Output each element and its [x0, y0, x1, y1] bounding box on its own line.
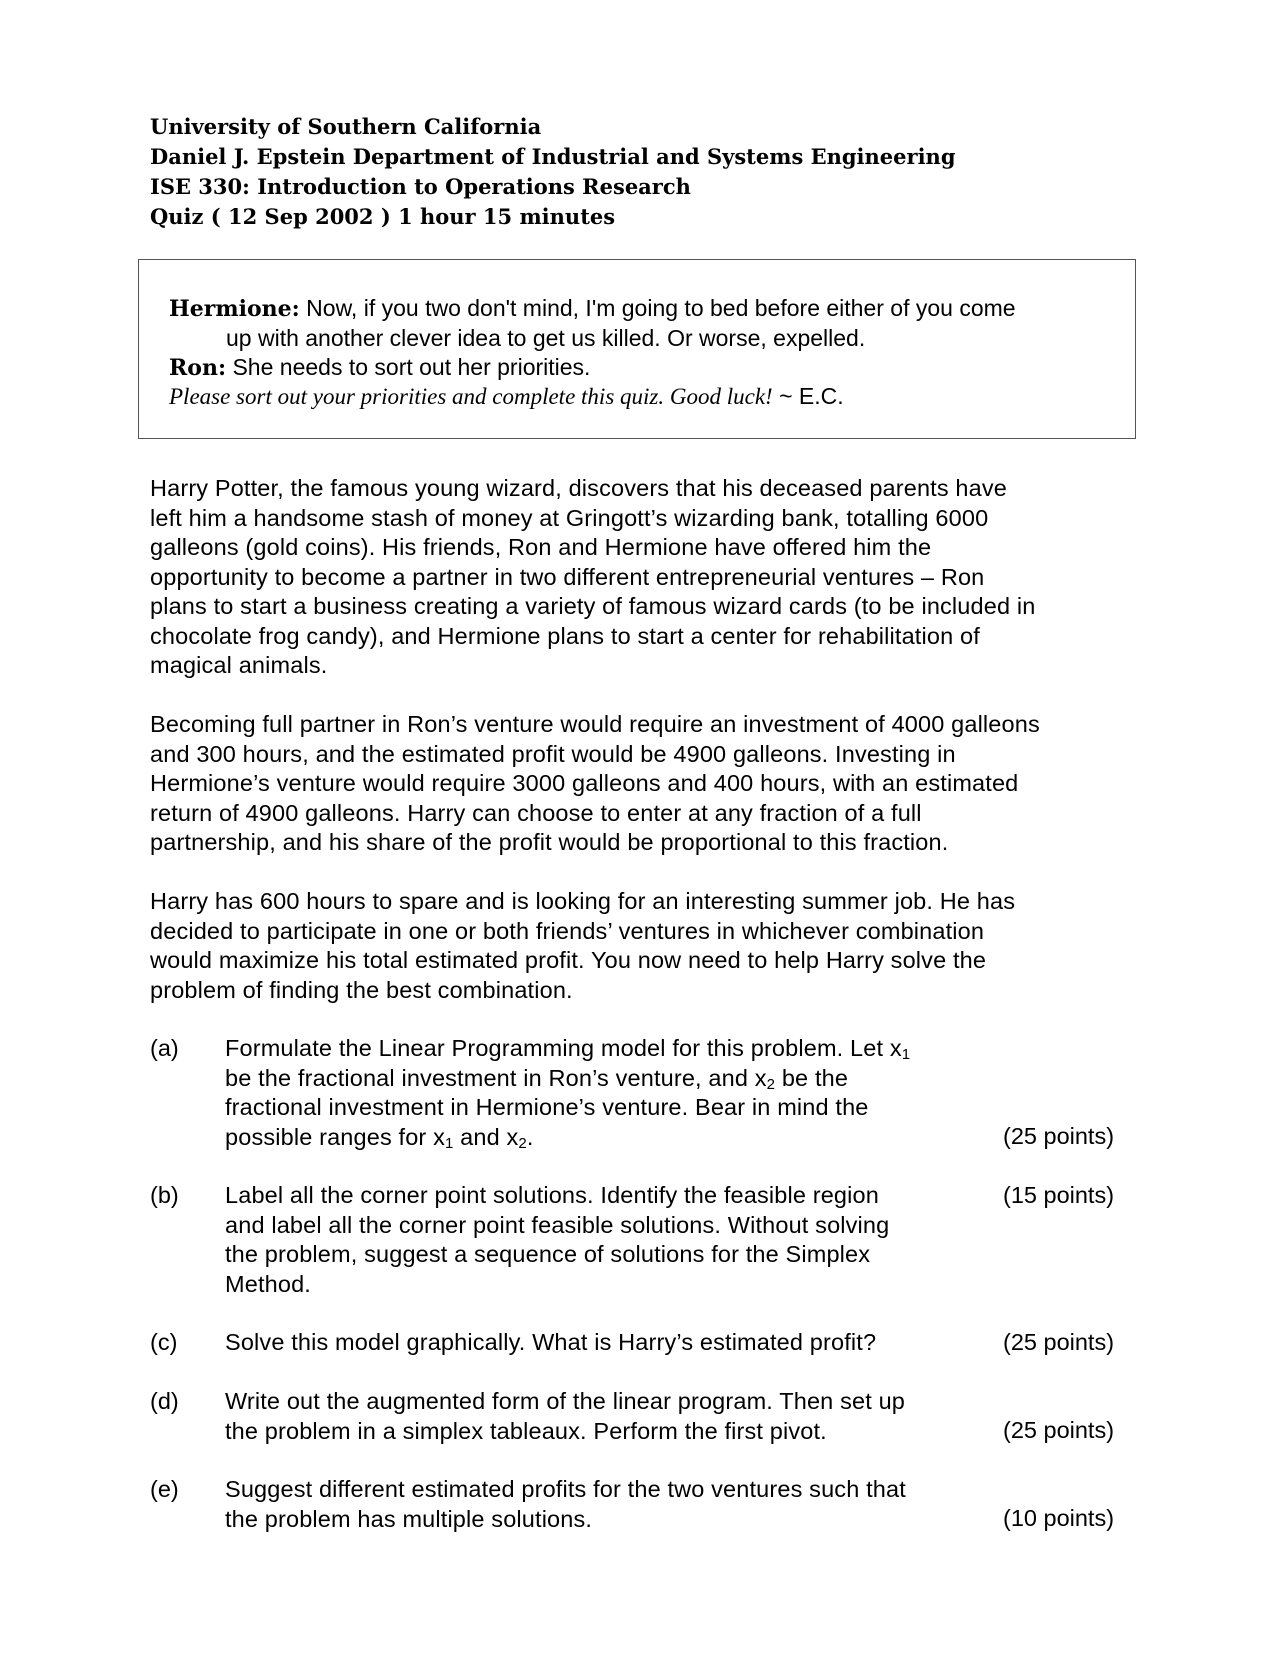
question-d-line: Write out the augmented form of the linear program. Then set up	[225, 1388, 906, 1414]
question-e-line: the problem has multiple solutions.	[225, 1505, 593, 1532]
paragraph-line: would maximize his total estimated profit. You now need to help Harry solve the	[150, 947, 987, 973]
question-a-line-1-text: Formulate the Linear Programming model for this problem. Let x	[225, 1035, 902, 1061]
hermione-text-1: Now, if you two don't mind, I'm going to bed before either of you come	[299, 295, 1016, 321]
question-b-points: (15 points)	[1003, 1182, 1115, 1208]
course-title: ISE 330: Introduction to Operations Research	[150, 174, 691, 199]
paragraph-line: Harry has 600 hours to spare and is looking for an interesting summer job. He has	[150, 888, 1016, 914]
question-c-line: Solve this model graphically. What is Harry’s estimated profit?	[225, 1329, 877, 1355]
question-a-line-2-tail: be the	[775, 1064, 849, 1091]
question-a-line-4-tail: .	[526, 1123, 534, 1150]
paragraph-line: problem of finding the best combination.	[150, 976, 573, 1003]
subscript-2: 2	[518, 1134, 527, 1152]
ron-text: She needs to sort out her priorities.	[226, 354, 591, 380]
instructor-signature: ~ E.C.	[772, 383, 844, 409]
question-a-line-4-mid: and x	[453, 1123, 519, 1150]
question-e-label: (e)	[150, 1476, 179, 1502]
ron-speaker: Ron:	[169, 355, 227, 381]
paragraph-line: decided to participate in one or both friends’ ventures in whichever combination	[150, 917, 985, 944]
subscript-2: 2	[766, 1075, 776, 1093]
document-header	[150, 112, 956, 232]
paragraph-line: partnership, and his share of the profit would be proportional to this fraction.	[150, 829, 949, 855]
question-d-line: the problem in a simplex tableaux. Perform the first pivot.	[225, 1417, 827, 1444]
subscript-1: 1	[445, 1134, 454, 1152]
question-b-label: (b)	[150, 1182, 179, 1208]
quiz-info: Quiz ( 12 Sep 2002 ) 1 hour 15 minutes	[150, 204, 616, 229]
instructor-note-italic: Please sort out your priorities and complete this quiz. Good luck!	[169, 384, 773, 409]
question-c-label: (c)	[150, 1329, 178, 1355]
question-a-line-1	[225, 1034, 910, 1064]
question-a-label: (a)	[150, 1035, 179, 1061]
question-c-text	[225, 1328, 876, 1358]
paragraph-line: Becoming full partner in Ron’s venture would require an investment of 4000 galleons	[150, 711, 1040, 737]
paragraph-2	[150, 710, 1140, 858]
paragraph-line: galleons (gold coins). His friends, Ron and Hermione have offered him the	[150, 534, 932, 560]
paragraph-line: magical animals.	[150, 652, 328, 678]
hermione-speaker: Hermione:	[169, 296, 300, 322]
paragraph-line: left him a handsome stash of money at Gringott’s wizarding bank, totalling 6000	[150, 504, 989, 531]
university-name: University of Southern California	[150, 114, 542, 139]
question-a-line-2	[225, 1064, 910, 1094]
question-b-line: Label all the corner point solutions. Identify the feasible region	[225, 1182, 879, 1208]
question-e-line: Suggest different estimated profits for the two ventures such that	[225, 1476, 906, 1502]
question-d-points: (25 points)	[1003, 1417, 1115, 1443]
question-b-line: Method.	[225, 1270, 311, 1297]
question-e-points: (10 points)	[1003, 1505, 1115, 1531]
question-b-line: the problem, suggest a sequence of solutions for the Simplex	[225, 1241, 871, 1267]
paragraph-1	[150, 474, 1140, 681]
question-a-line-4-text: possible ranges for x	[225, 1123, 445, 1150]
question-d-text	[225, 1387, 905, 1446]
question-e-text	[225, 1475, 906, 1534]
question-a-text	[225, 1034, 910, 1152]
hermione-quote-line-2: up with another clever idea to get us killed. Or worse, expelled.	[226, 325, 866, 351]
paragraph-line: Hermione’s venture would require 3000 galleons and 400 hours, with an estimated	[150, 770, 1019, 796]
question-a-points: (25 points)	[1003, 1123, 1115, 1149]
paragraph-line: plans to start a business creating a variety of famous wizard cards (to be included in	[150, 593, 1036, 619]
hermione-quote-line	[169, 293, 1016, 324]
question-b-text	[225, 1181, 889, 1299]
question-a-line-2-text: be the fractional investment in Ron’s venture, and x	[225, 1064, 767, 1091]
paragraph-line: and 300 hours, and the estimated profit would be 4900 galleons. Investing in	[150, 740, 956, 767]
subscript-1: 1	[901, 1046, 911, 1063]
paragraph-line: opportunity to become a partner in two different entrepreneurial ventures – Ron	[150, 563, 985, 590]
instructor-note	[169, 381, 844, 412]
question-a-line-3: fractional investment in Hermione’s venture. Bear in mind the	[225, 1094, 869, 1120]
quote-box	[138, 259, 1136, 439]
question-b-line: and label all the corner point feasible solutions. Without solving	[225, 1211, 890, 1238]
paragraph-line: chocolate frog candy), and Hermione plans to start a center for rehabilitation of	[150, 622, 980, 649]
paragraph-3	[150, 887, 1140, 1005]
paragraph-line: Harry Potter, the famous young wizard, discovers that his deceased parents have	[150, 475, 1007, 501]
question-c-points: (25 points)	[1003, 1329, 1115, 1355]
department-name: Daniel J. Epstein Department of Industrial and Systems Engineering	[150, 144, 956, 169]
question-d-label: (d)	[150, 1388, 179, 1414]
question-a-line-4	[225, 1123, 910, 1153]
paragraph-line: return of 4900 galleons. Harry can choose to enter at any fraction of a full	[150, 799, 922, 826]
ron-quote-line	[169, 352, 590, 383]
